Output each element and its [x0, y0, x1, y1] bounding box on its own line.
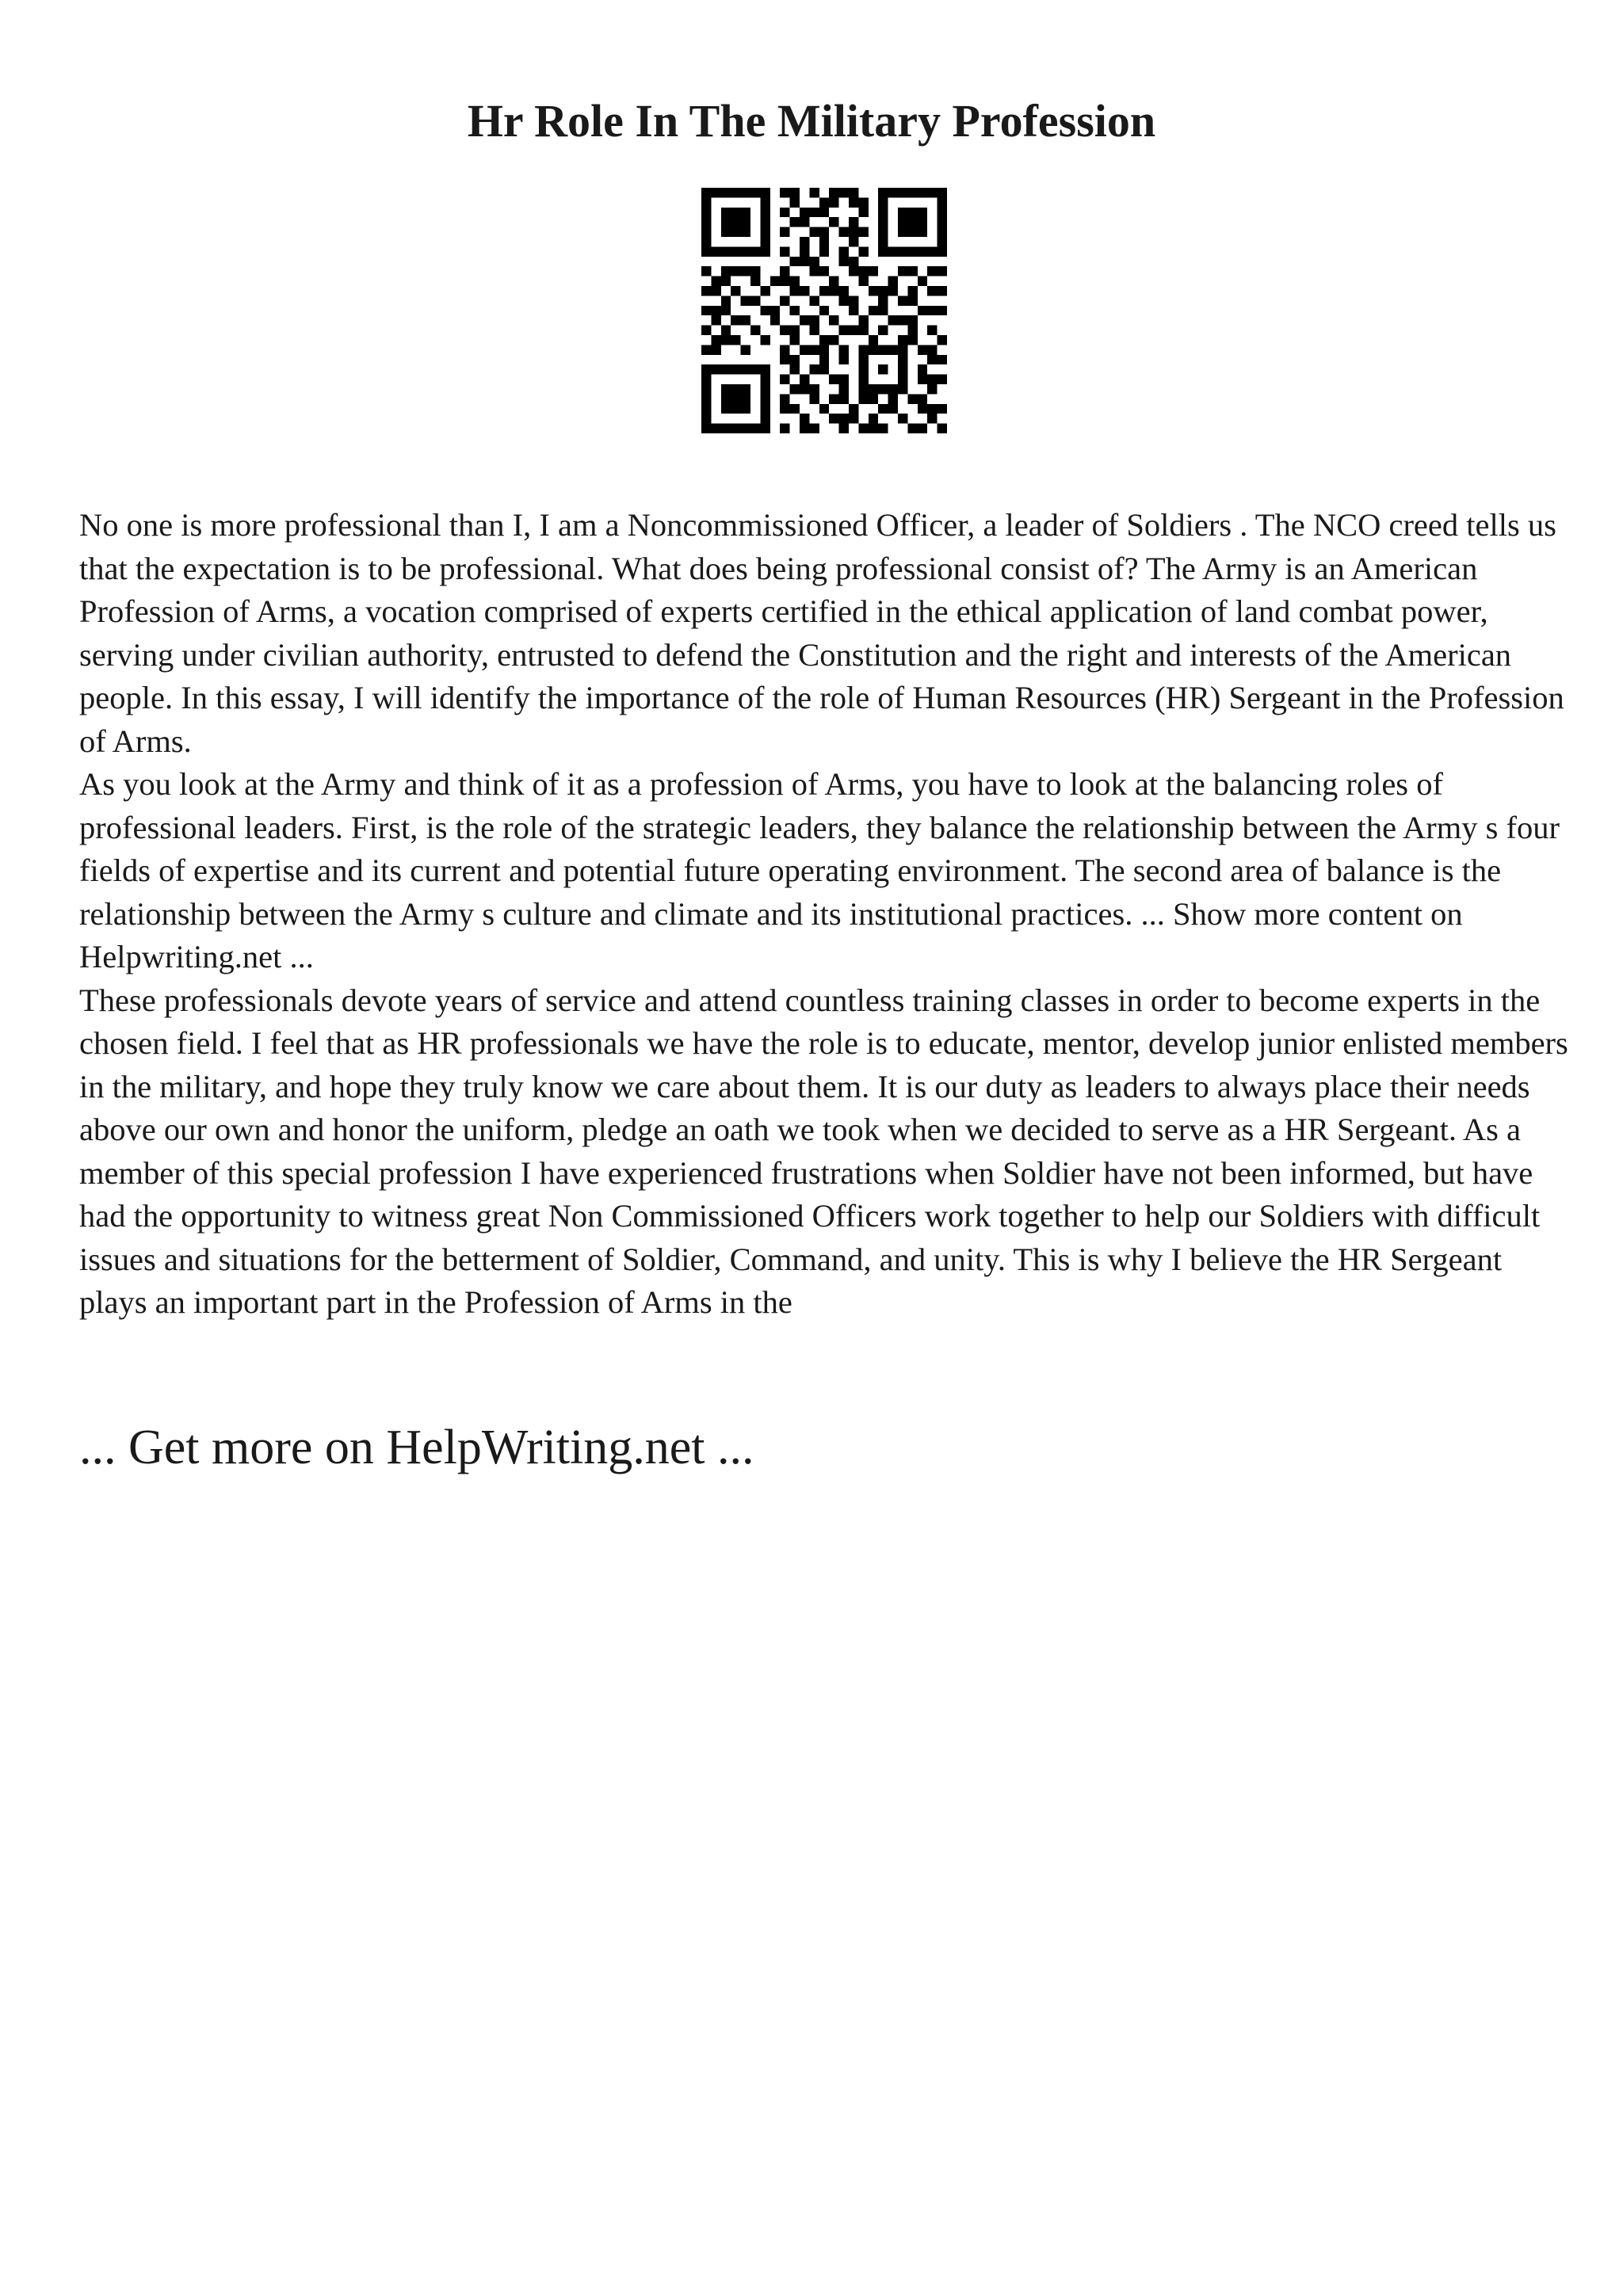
- qr-code: [701, 188, 947, 433]
- paragraph: As you look at the Army and think of it as a profession of Arms, you have to look at the balancing roles of professional leaders. First, is the role of the strategic leaders, they balance the relationship between the Army s four fields of expertise and its current and potential future operating environment. The second area of balance is the relationship between the Army s culture and climate and its institutional practices. ... Show more content on Helpwriting.net ...: [79, 766, 1560, 974]
- page-title: Hr Role In The Military Profession: [467, 95, 1156, 147]
- paragraph: These professionals devote years of service and attend countless training classes in order to become experts in the chosen field. I feel that as HR professionals we have the role is to educate, mentor, develop junior enlisted members in the military, and hope they truly know we care about them. It is our duty as leaders to always place their needs above our own and honor the uniform, pledge an oath we took when we decided to serve as a HR Sergeant. As a member of this special profession I have experienced frustrations when Soldier have not been informed, but have had the opportunity to witness great Non Commissioned Officers work together to help our Soldiers with difficult issues and situations for the betterment of Soldier, Command, and unity. This is why I believe the HR Sergeant plays an important part in the Profession of Arms in the: [79, 982, 1568, 1320]
- paragraph: No one is more professional than I, I am a Noncommissioned Officer, a leader of Soldiers . The NCO creed tells us that the expectation is to be professional. What does being professional consist of? The Army is an American Profession of Arms, a vocation comprised of experts certified in the ethical application of land combat power, serving under civilian authority, entrusted to defend the Constitution and the right and interests of the American people. In this essay, I will identify the importance of the role of Human Resources (HR) Sergeant in the Profession of Arms.: [79, 507, 1564, 759]
- essay-body: [79, 504, 1569, 1325]
- qr-code-icon: [701, 188, 947, 433]
- get-more-link[interactable]: ... Get more on HelpWriting.net ...: [79, 1421, 754, 1474]
